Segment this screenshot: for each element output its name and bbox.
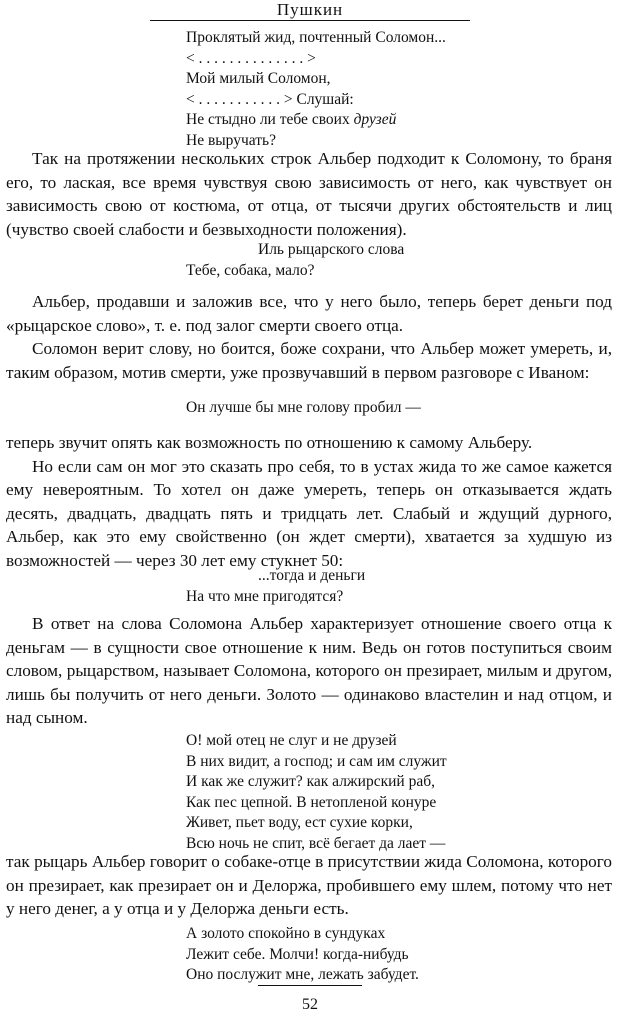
paragraph-2-3: [6, 290, 612, 384]
page-number: 52: [302, 996, 318, 1013]
verse-line: На что мне пригодятся?: [186, 587, 344, 605]
paragraph-4-5: [6, 431, 612, 572]
verse-line: В них видит, а господ; и сам им служит: [186, 752, 447, 770]
verse-line: О! мой отец не слуг и не друзей: [186, 732, 397, 749]
paragraph-1: [6, 147, 612, 241]
verse-line: Иль рыцарского слова: [258, 241, 405, 258]
paragraph-text: Так на протяжении нескольких строк Альбер подходит к Соломону, то браня его, то лаская, все время чувствуя свою зависимость от него, как чувствует он зависимость свою от костюма, от отца, от тысячи других обстоятельств и лиц (чувство своей слабости и безвыходности положения).: [6, 149, 612, 239]
italic-word: друзей: [353, 111, 397, 128]
verse-line: Как пес цепной. В нетопленой конуре: [186, 793, 437, 811]
paragraph-text: Альбер, продавши и заложив все, что у него было, теперь берет деньги под «рыцарское слово», т. е. под залог смерти своего отца.: [6, 292, 612, 335]
paragraph-text: Соломон верит слову, но боится, боже сохрани, что Альбер может умереть, и, таким образом, мотив смерти, уже прозвучавший в первом разговоре с Иваном:: [6, 339, 612, 382]
verse-line: [186, 110, 446, 131]
verse-quote-1: [186, 28, 446, 151]
verse-quote-6: [186, 924, 419, 986]
verse-line-text: Не стыдно ли тебе своих: [186, 111, 354, 128]
verse-quote-3: Он лучше бы мне голову пробил —: [186, 399, 421, 416]
footer-rule: [258, 985, 362, 986]
verse-line: Живет, пьет воду, ест сухие корки,: [186, 814, 413, 831]
verse-line: Оно послужит мне, лежать забудет.: [186, 966, 419, 983]
verse-quote-4: [186, 566, 366, 607]
verse-line: И как же служит? как алжирский раб,: [186, 773, 435, 790]
verse-quote-5: [186, 731, 447, 854]
header-rule: [150, 20, 470, 21]
verse-line: Мой милый Соломон,: [186, 70, 331, 87]
paragraph-6: [6, 612, 612, 730]
verse-line: Проклятый жид, почтенный Соломон...: [186, 29, 446, 46]
paragraph-text: Но если сам он мог это сказать про себя, то в устах жида то же самое кажется ему невероятным. То хотел он даже умереть, теперь он отказывается ждать десять, двадцать, двадцать пять и тридцать лет. Слабый и ждущий дурного, Альбер, как это ему свойственно (он ждет смерти), хватается за худшую из возможностей — через 30 лет ему стукнет 50:: [6, 456, 612, 570]
paragraph-text: теперь звучит опять как возможность по отношению к самому Альберу.: [6, 433, 533, 452]
verse-line: А золото спокойно в сундуках: [186, 925, 386, 942]
verse-quote-2: [186, 240, 405, 281]
verse-line: < . . . . . . . . . . . > Слушай:: [186, 90, 354, 108]
verse-line: Не выручать?: [186, 131, 276, 149]
verse-line: Тебе, собака, мало?: [186, 261, 315, 279]
paragraph-text: В ответ на слова Соломона Альбер характеризует отношение своего отца к деньгам — в сущности свое отношение к ним. Ведь он готов поступиться своим словом, рыцарством, называет Соломона, которого он презирает, милым и другом, лишь бы получить от него деньги. Золото — одинаково властелин и над отцом, и над сыном.: [6, 614, 612, 727]
paragraph-7: [6, 850, 612, 921]
verse-line: Всю ночь не спит, всё бегает да лает —: [186, 834, 446, 852]
verse-line: ...тогда и деньги: [258, 567, 366, 584]
paragraph-text: так рыцарь Альбер говорит о собаке-отце в присутствии жида Соломона, которого он презирает, как презирает он и Делоржа, пробившего ему шлем, потому что нет у него денег, а у отца и у Делоржа деньги есть.: [6, 852, 612, 918]
running-header: Пушкин: [276, 0, 344, 19]
verse-line: < . . . . . . . . . . . . . . >: [186, 49, 316, 67]
verse-line: Лежит себе. Молчи! когда-нибудь: [186, 945, 409, 963]
